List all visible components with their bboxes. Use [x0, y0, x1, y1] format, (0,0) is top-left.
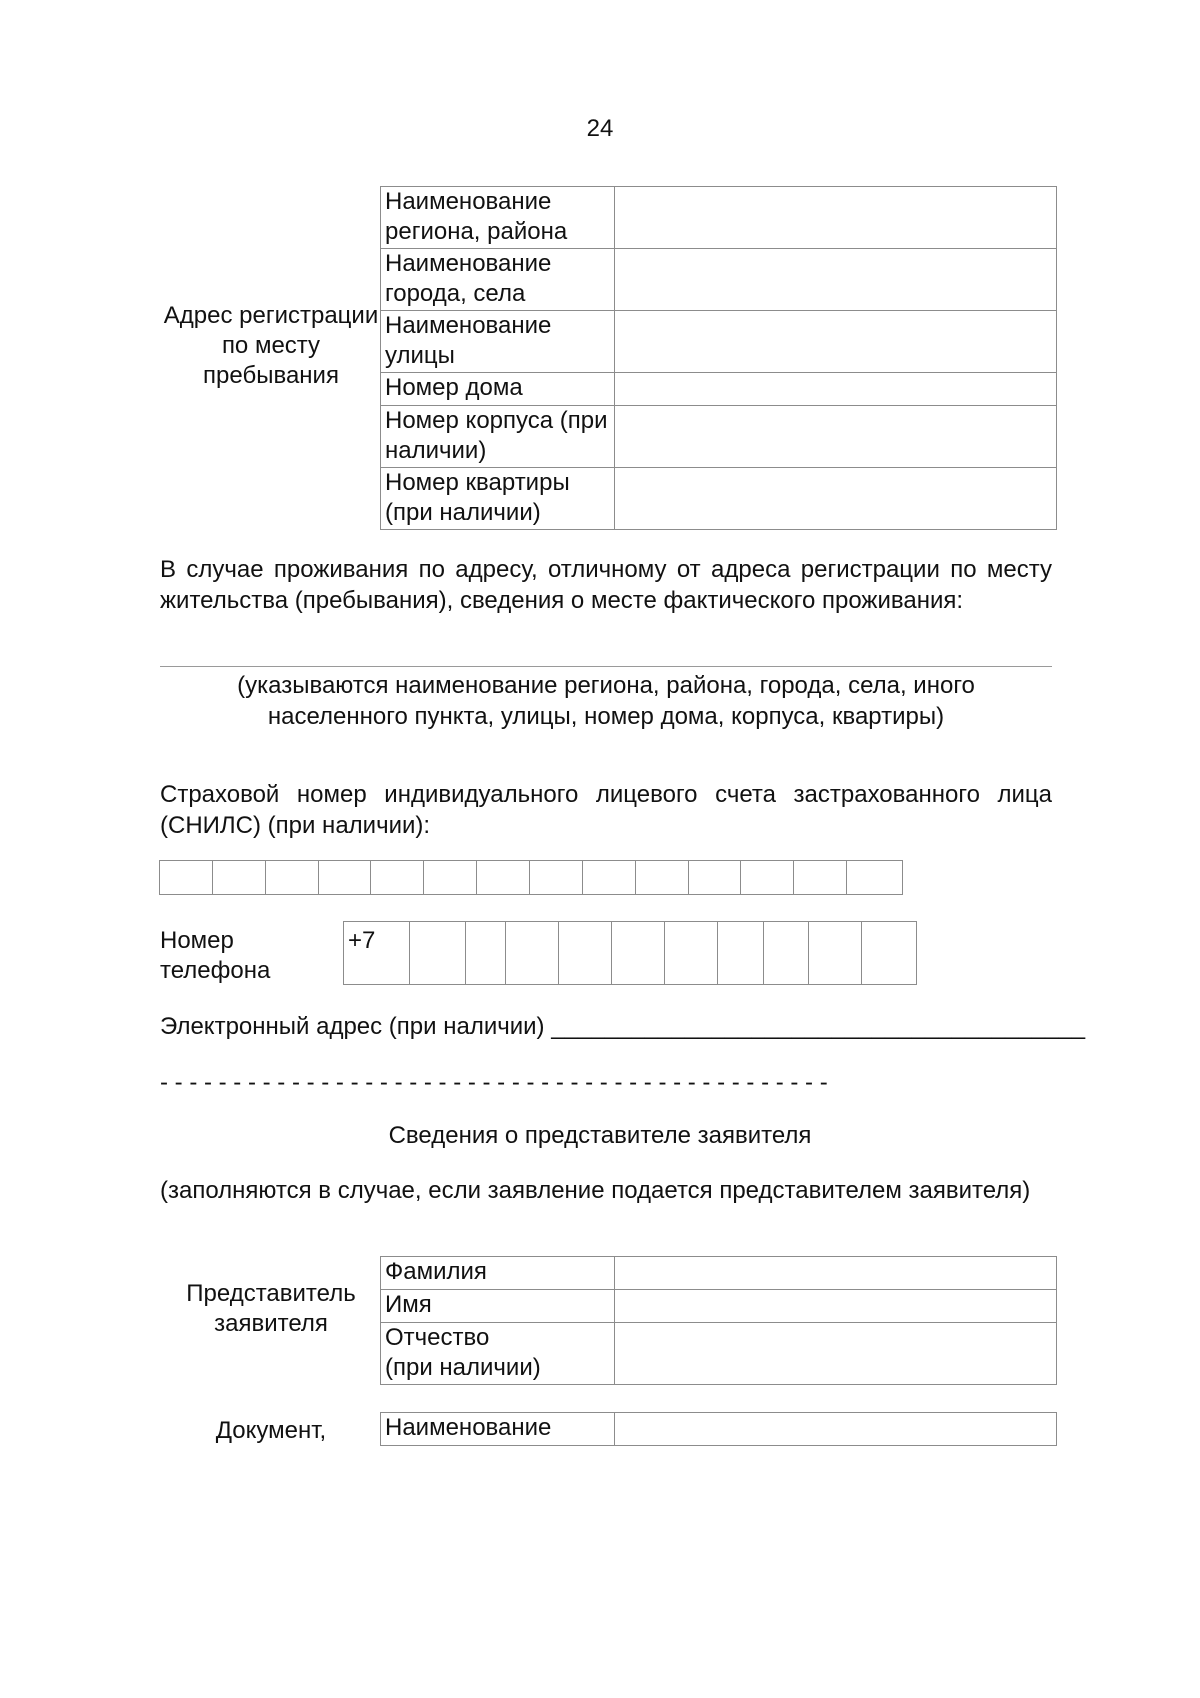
city-input[interactable]: [615, 249, 1057, 311]
actual-residence-line: В случае проживания по адресу, отличному от адреса регистрации по месту: [160, 556, 1052, 583]
snils-digit-cell[interactable]: [794, 861, 847, 894]
hint-line: (указываются наименование региона, района, города, села, иного: [237, 672, 975, 699]
table-row: [381, 187, 1057, 249]
phone-label: [160, 926, 270, 986]
email-label: Электронный адрес (при наличии): [160, 1013, 545, 1040]
table-row: [381, 468, 1057, 530]
snils-digit-cell[interactable]: [266, 861, 319, 894]
phone-digit-cell[interactable]: [764, 922, 810, 984]
field-label-name: Имя: [381, 1290, 615, 1323]
snils-digit-cell[interactable]: [583, 861, 636, 894]
phone-digit-cell[interactable]: [506, 922, 559, 984]
representative-section-title: Сведения о представителе заявителя: [388, 1122, 812, 1149]
phone-digit-cell[interactable]: [665, 922, 718, 984]
phone-cells: [343, 921, 917, 985]
snils-digit-cell[interactable]: [689, 861, 742, 894]
snils-text: [160, 779, 1052, 841]
field-label-house: Номер дома: [381, 373, 615, 406]
surname-input[interactable]: [615, 1257, 1057, 1290]
field-label-patronymic: Отчество (при наличии): [381, 1323, 615, 1385]
phone-digit-cell[interactable]: [862, 922, 916, 984]
document-name-input[interactable]: [615, 1413, 1057, 1446]
email-underline[interactable]: ________________________________________: [551, 1013, 1086, 1040]
document-table: [380, 1412, 1057, 1446]
name-input[interactable]: [615, 1290, 1057, 1323]
field-label-street: Наименование улицы: [381, 311, 615, 373]
representative-table: [380, 1256, 1057, 1385]
phone-digit-cell[interactable]: [718, 922, 764, 984]
actual-residence-input[interactable]: [160, 632, 1052, 666]
snils-digit-cell[interactable]: [741, 861, 794, 894]
actual-residence-text: [160, 554, 1052, 616]
table-row: [381, 1323, 1057, 1385]
phone-prefix: +7: [344, 922, 410, 984]
page-number: 24: [586, 115, 614, 142]
representative-label-line: заявителя: [214, 1310, 328, 1337]
registration-address-label-line: по месту: [221, 332, 321, 359]
snils-cells: [159, 860, 903, 895]
apartment-input[interactable]: [615, 468, 1057, 530]
table-row: [381, 1413, 1057, 1446]
snils-line: (СНИЛС) (при наличии):: [160, 812, 431, 839]
patronymic-input[interactable]: [615, 1323, 1057, 1385]
hint-line: населенного пункта, улицы, номер дома, корпуса, квартиры): [267, 703, 945, 730]
field-label-city: Наименование города, села: [381, 249, 615, 311]
document-label: Документ,: [215, 1417, 327, 1444]
snils-digit-cell[interactable]: [319, 861, 372, 894]
actual-residence-underline: [160, 666, 1052, 667]
house-input[interactable]: [615, 373, 1057, 406]
registration-address-table: [380, 186, 1057, 530]
phone-label-line: Номер: [160, 927, 234, 954]
street-input[interactable]: [615, 311, 1057, 373]
field-label-document-name: Наименование: [381, 1413, 615, 1446]
phone-digit-cell[interactable]: [410, 922, 466, 984]
field-label-apartment: Номер квартиры (при наличии): [381, 468, 615, 530]
representative-label-line: Представитель: [186, 1280, 356, 1307]
registration-address-label-line: Адрес регистрации: [163, 302, 379, 329]
table-row: [381, 311, 1057, 373]
snils-digit-cell[interactable]: [160, 861, 213, 894]
actual-residence-line: жительства (пребывания), сведения о месте фактического проживания:: [160, 587, 964, 614]
snils-digit-cell[interactable]: [636, 861, 689, 894]
table-row: [381, 406, 1057, 468]
phone-digit-cell[interactable]: [559, 922, 612, 984]
snils-digit-cell[interactable]: [530, 861, 583, 894]
dashed-separator: - - - - - - - - - - - - - - - - - - - - - - - - - - - - - - - - - - - - - - - - - - - - - -: [160, 1069, 828, 1096]
phone-label-line: телефона: [160, 957, 271, 984]
region-input[interactable]: [615, 187, 1057, 249]
representative-label: [160, 1279, 382, 1339]
table-row: [381, 373, 1057, 406]
building-input[interactable]: [615, 406, 1057, 468]
snils-digit-cell[interactable]: [371, 861, 424, 894]
snils-digit-cell[interactable]: [424, 861, 477, 894]
table-row: [381, 249, 1057, 311]
email-row: [160, 1012, 1085, 1042]
registration-address-label: [160, 301, 382, 391]
phone-digit-cell[interactable]: [809, 922, 862, 984]
phone-digit-cell[interactable]: [612, 922, 665, 984]
snils-digit-cell[interactable]: [213, 861, 266, 894]
field-label-building: Номер корпуса (при наличии): [381, 406, 615, 468]
table-row: [381, 1257, 1057, 1290]
registration-address-label-line: пребывания: [203, 362, 339, 389]
table-row: [381, 1290, 1057, 1323]
snils-digit-cell[interactable]: [847, 861, 902, 894]
field-label-surname: Фамилия: [381, 1257, 615, 1290]
field-label-region: Наименование региона, района: [381, 187, 615, 249]
representative-section-note: (заполняются в случае, если заявление подается представителем заявителя): [160, 1177, 1031, 1204]
actual-residence-hint: [160, 670, 1052, 732]
snils-line: Страховой номер индивидуального лицевого счета застрахованного лица: [160, 781, 1052, 808]
phone-digit-cell[interactable]: [466, 922, 507, 984]
snils-digit-cell[interactable]: [477, 861, 530, 894]
